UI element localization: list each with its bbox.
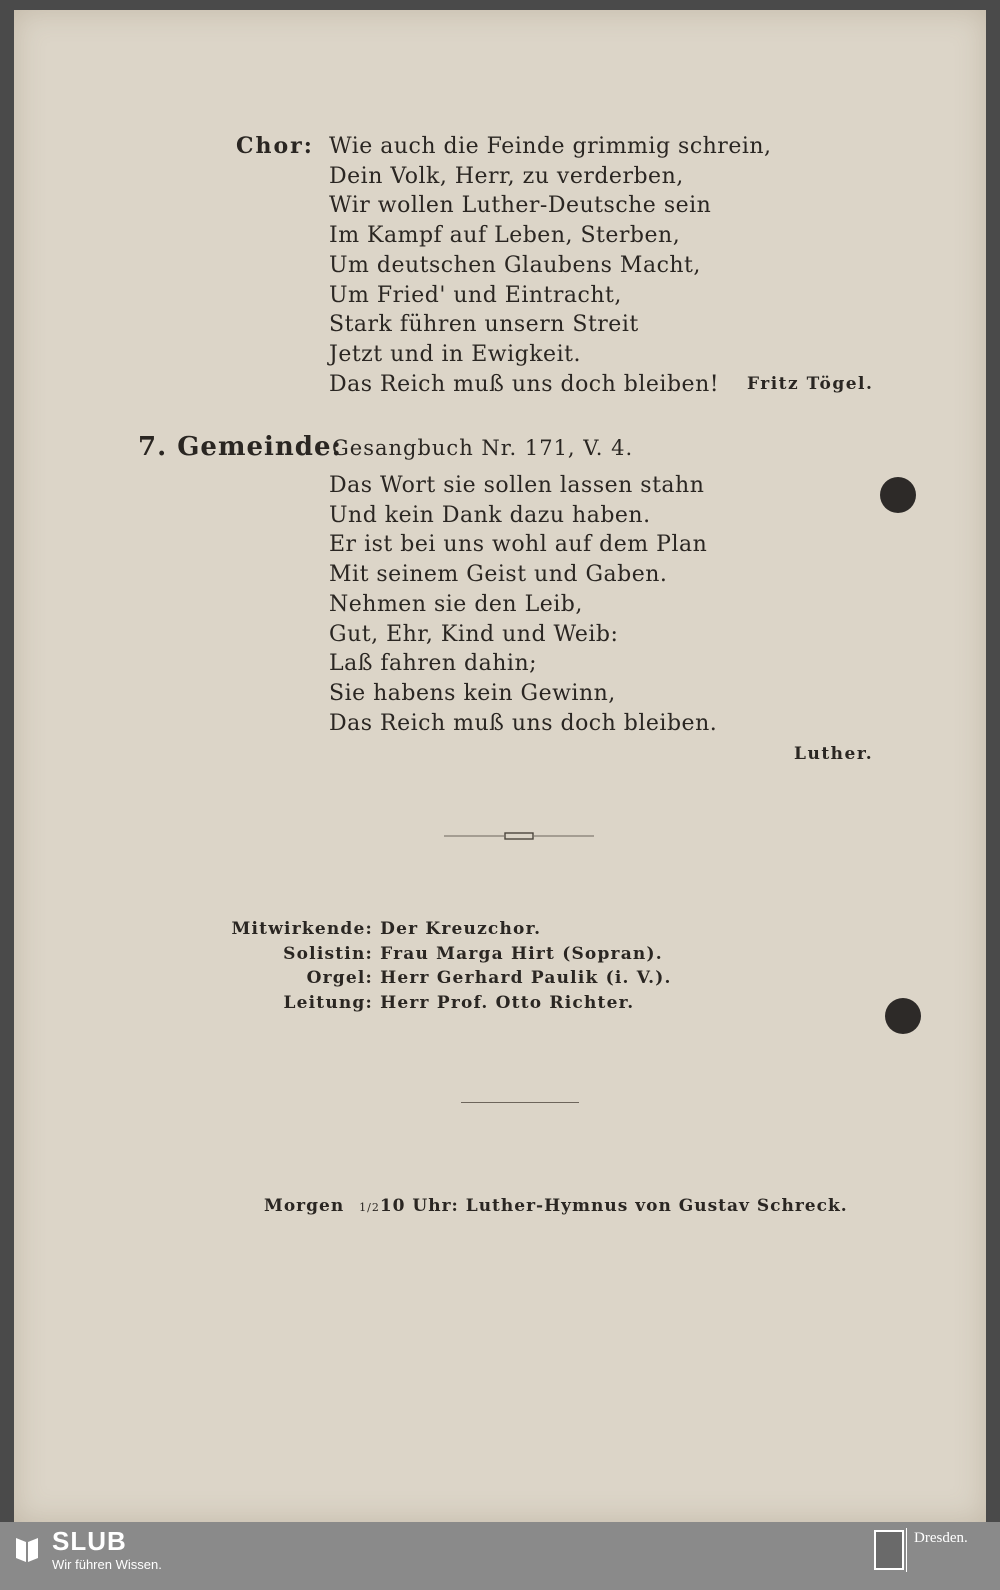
performer-name: Der Kreuzchor. — [380, 919, 542, 939]
notice-lead: Morgen — [264, 1196, 345, 1216]
library-title: SLUB — [52, 1526, 127, 1556]
verse-line: Wir wollen Luther-Deutsche sein — [329, 193, 712, 219]
punch-hole — [880, 477, 916, 513]
verse-line: Laß fahren dahin; — [329, 651, 538, 677]
punch-hole — [885, 998, 921, 1034]
verse-line: Das Reich muß uns doch bleiben. — [329, 710, 718, 736]
verse-line: Um Fried' und Eintracht, — [329, 282, 622, 308]
verse-line: Dein Volk, Herr, zu verderben, — [329, 163, 684, 189]
city-name: Dresden. — [914, 1530, 968, 1546]
choir-author: Fritz Tögel. — [747, 374, 874, 394]
performer-role: Solistin: — [283, 943, 373, 964]
congregation-title: 7. Gemeinde: — [138, 432, 343, 462]
verse-line: Um deutschen Glaubens Macht, — [329, 252, 701, 278]
ornamental-divider — [444, 830, 594, 842]
notice-time: 10 Uhr: — [379, 1196, 459, 1216]
footer-divider — [906, 1528, 907, 1572]
performer-name: Herr Gerhard Paulik (i. V.). — [380, 968, 672, 988]
performer-row — [227, 942, 672, 967]
notice-fraction: 1/2 — [359, 1201, 380, 1214]
book-logo-icon — [14, 1534, 40, 1564]
verse-line: Das Wort sie sollen lassen stahn — [329, 473, 705, 498]
notice-text: Luther-Hymnus von Gustav Schreck. — [465, 1196, 848, 1216]
document-page — [14, 10, 986, 1522]
verse-line: Und kein Dank dazu haben. — [329, 502, 651, 528]
verse-line: Im Kampf auf Leben, Sterben, — [329, 223, 681, 249]
hymnal-reference: Gesangbuch Nr. 171, V. 4. — [332, 436, 634, 460]
verse-line: Jetzt und in Ewigkeit. — [329, 341, 581, 367]
city-crest-icon — [874, 1530, 904, 1570]
performer-row — [227, 991, 672, 1016]
choir-label: Chor: — [236, 133, 314, 159]
verse-line: Nehmen sie den Leib, — [329, 591, 583, 617]
performer-role: Leitung: — [283, 992, 373, 1013]
performer-row — [227, 917, 672, 942]
verse-line: Sie habens kein Gewinn, — [329, 680, 616, 706]
choir-verse — [329, 132, 772, 399]
verse-line: Gut, Ehr, Kind und Weib: — [329, 621, 619, 647]
performer-role: Orgel: — [306, 968, 373, 988]
congregation-verse — [329, 471, 717, 738]
performers-list — [227, 917, 672, 1015]
performer-name: Herr Prof. Otto Richter. — [380, 992, 635, 1013]
performer-role: Mitwirkende: — [231, 919, 373, 939]
verse-line: Er ist bei uns wohl auf dem Plan — [329, 532, 708, 558]
congregation-author: Luther. — [794, 744, 874, 764]
performer-row — [227, 966, 672, 991]
short-divider — [461, 1102, 579, 1103]
verse-line: Wie auch die Feinde grimmig schrein, — [329, 134, 772, 159]
viewer-footer — [0, 1522, 1000, 1590]
verse-line: Mit seinem Geist und Gaben. — [329, 562, 668, 588]
verse-line: Stark führen unsern Streit — [329, 312, 639, 338]
performer-name: Frau Marga Hirt (Sopran). — [380, 943, 663, 964]
library-slogan: Wir führen Wissen. — [52, 1557, 162, 1572]
morning-notice — [264, 1196, 848, 1216]
verse-line: Das Reich muß uns doch bleiben! — [329, 371, 720, 397]
